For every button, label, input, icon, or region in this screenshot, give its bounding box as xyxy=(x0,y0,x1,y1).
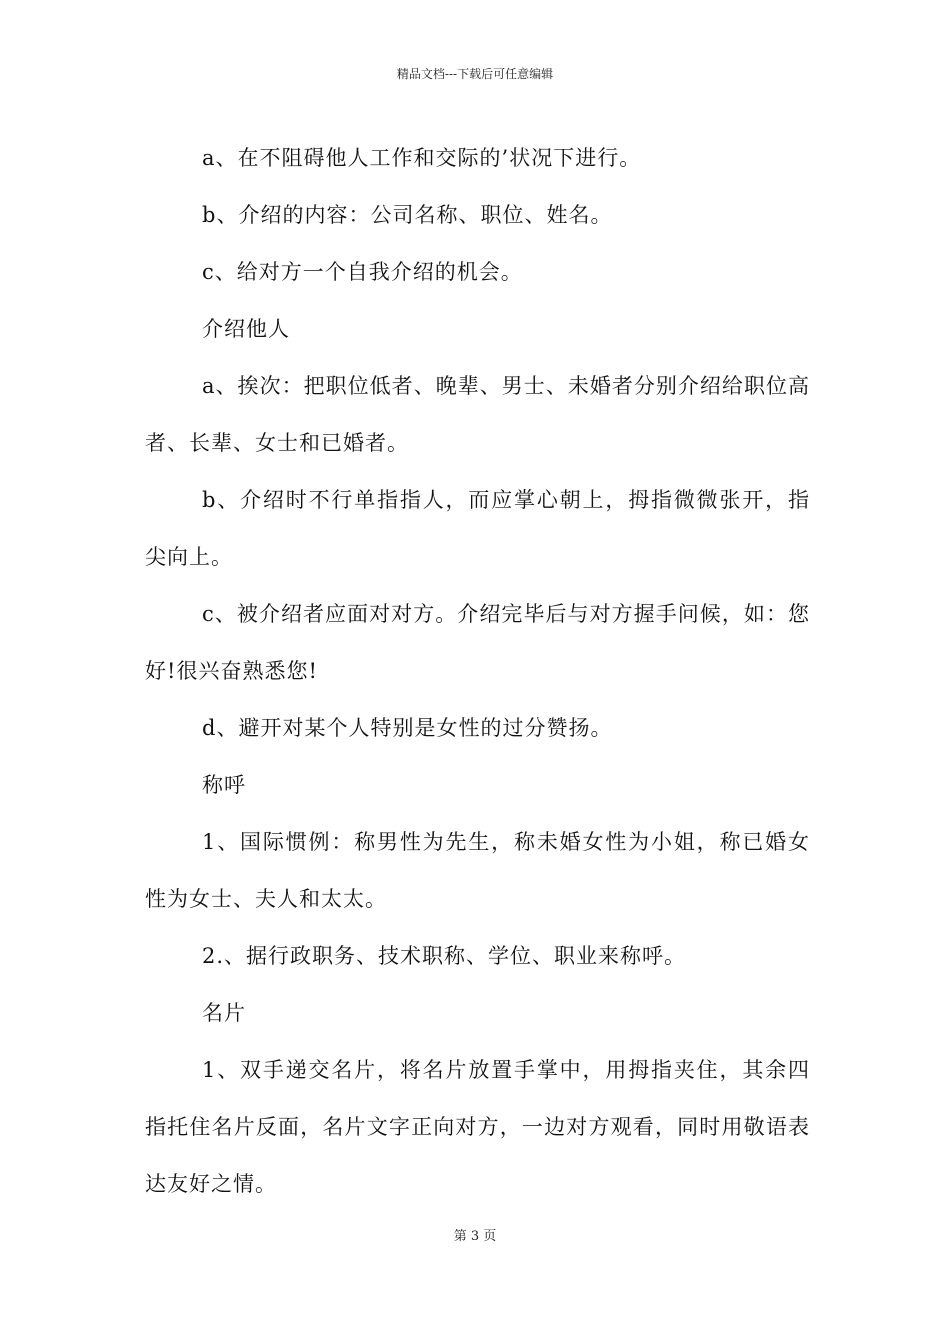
paragraph: b、介绍时不行单指指人，而应掌心朝上，拇指微微张开，指尖向上。 xyxy=(145,488,810,569)
paragraph: 1、国际惯例：称男性为先生，称未婚女性为小姐，称已婚女性为女士、夫人和太太。 xyxy=(145,830,810,911)
section-heading: 介绍他人 xyxy=(202,317,290,341)
paragraph: c、被介绍者应面对对方。介绍完毕后与对方握手问候，如：您好!很兴奋熟悉您! xyxy=(145,602,810,683)
paragraph: b、介绍的内容：公司名称、职位、姓名。 xyxy=(202,203,613,227)
paragraph: a、挨次：把职位低者、晚辈、男士、未婚者分别介绍给职位高者、长辈、女士和已婚者。 xyxy=(145,374,810,455)
paragraph: a、在不阻碍他人工作和交际的’状况下进行。 xyxy=(202,146,642,170)
section-heading: 称呼 xyxy=(202,773,246,797)
paragraph: 2.、据行政职务、技术职称、学位、职业来称呼。 xyxy=(202,944,687,968)
section-heading: 名片 xyxy=(202,1001,246,1025)
page-number: 第 3 页 xyxy=(453,1229,497,1244)
paragraph: c、给对方一个自我介绍的机会。 xyxy=(202,260,523,284)
page-header: 精品文档---下载后可任意编辑 xyxy=(396,67,554,81)
paragraph: d、避开对某个人特别是女性的过分赞扬。 xyxy=(202,716,613,740)
document-body xyxy=(145,130,810,1213)
paragraph: 1、双手递交名片，将名片放置手掌中，用拇指夹住，其余四指托住名片反面，名片文字正向对方，一边对方观看，同时用敬语表达友好之情。 xyxy=(145,1058,810,1196)
